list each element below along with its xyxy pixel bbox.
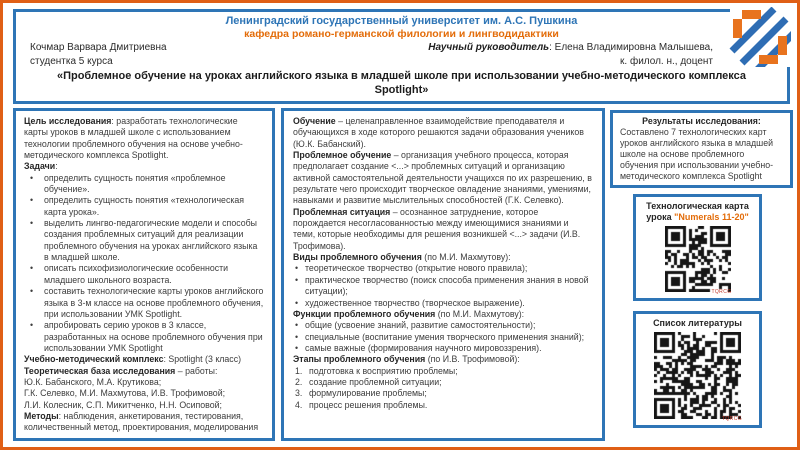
paragraph (24, 400, 264, 411)
text-run: Технологическая карта урока (646, 201, 749, 222)
text-run: : разработать технологические карты уроков в младшей школе с использованием технологии проблемного обучения на основе учебно-методического комплекса Spotlight. (24, 116, 243, 161)
qr-code-lesson-plan-icon (665, 226, 731, 292)
text-run: Теоретическая база исследования (24, 365, 176, 376)
text-run: художественное творчество (творческое выражение). (305, 297, 525, 308)
text-run: Виды проблемного обучения (293, 252, 422, 263)
list-number: 4. (295, 399, 303, 410)
results-panel (610, 110, 793, 188)
list-item (24, 195, 264, 218)
qr-card-title (640, 201, 755, 223)
header (13, 9, 790, 104)
text-run: Цель исследования (24, 116, 112, 126)
list-item (293, 377, 593, 388)
list-item (24, 286, 264, 320)
results-title: Результаты исследования: (642, 116, 761, 126)
text-run: процесс решения проблемы. (309, 399, 428, 410)
paragraph (24, 388, 264, 399)
text-run: "Numerals 11-20" (674, 212, 749, 222)
qr-card-lesson-plan (633, 194, 762, 301)
paragraph (24, 377, 264, 388)
text-run: самые важные (формирования научного мировоззрения). (305, 342, 542, 353)
text-run: – осознанное затруднение, которое порождается несогласованностью между имеющимися знаниями и теми, которые необходимы для решения возникшей <...> задачи (И.В. Трофимова). (293, 206, 581, 251)
text-run: апробировать серию уроков в 3 классе, разработанных на основе проблемного обучения при использовании УМК Spotlight (44, 320, 263, 353)
text-run: описать психофизиологические особенности младшего школьного возраста. (44, 263, 229, 285)
author-status: студентка 5 курса (30, 55, 113, 67)
list-item (24, 320, 264, 354)
text-run: (по И.В. Трофимовой): (425, 354, 520, 365)
qr-watermark: TQRCG (721, 416, 742, 422)
people-row-1 (24, 42, 779, 54)
text-run: – работы: (175, 365, 218, 376)
list-item (293, 298, 593, 309)
qr-card-title (640, 318, 755, 329)
paragraph (293, 252, 593, 263)
text-run: (по М.И. Махмутову): (435, 308, 525, 319)
text-run: определить сущность понятия «проблемное обучение». (44, 172, 226, 195)
qr-wrap (654, 332, 742, 422)
poster-title-line2: Spotlight» (374, 83, 429, 96)
text-run: Г.К. Селевко, М.И. Махмутова, И.В. Трофимовой; (24, 388, 226, 399)
text-run: – целенаправленное взаимодействие преподавателя и обучающихся в ходе которого решаются задачи образования учеников (Ю.К. Бабанский). (293, 116, 584, 149)
university-name: Ленинградский государственный университет им. А.С. Пушкина (225, 15, 578, 27)
text-run: подготовка к восприятию проблемы; (309, 365, 458, 376)
text-run: Функции проблемного обучения (293, 308, 436, 319)
list-item (293, 400, 593, 411)
text-run: (по М.И. Махмутову): (421, 252, 511, 263)
paragraph (24, 116, 264, 161)
paragraph (293, 354, 593, 365)
text-run: Л.И. Колесник, С.П. Микитченко, Н.Н. Осиповой; (24, 399, 222, 410)
text-run: создание проблемной ситуации; (309, 376, 442, 387)
text-run: выделить лингво-педагогические модели и способы создания проблемных ситуаций для реализации проблемного обучения на уроках английского языка в младшей школе. (44, 218, 258, 263)
qr-code-bibliography-icon (654, 332, 741, 419)
text-run: Этапы проблемного обучения (293, 354, 426, 365)
paragraph (293, 309, 593, 320)
text-run: определить сущность понятия «технологическая карта урока». (44, 195, 245, 217)
paragraph (24, 354, 264, 365)
text-run: Обучение (293, 116, 336, 126)
paragraph (293, 207, 593, 252)
text-run: Ю.К. Бабанского, М.А. Крутикова; (24, 376, 162, 387)
text-run: : Spotlight (3 класс) (163, 354, 242, 365)
list-item (293, 388, 593, 399)
department-name: кафедра романо-германской филологии и лингводидактики (244, 28, 559, 40)
poster-title-line1: «Проблемное обучение на уроках английского языка в младшей школе при использовании учебно-методического комплекса (56, 70, 747, 82)
text-run: – организация учебного процесса, которая предполагает создание <...> проблемных ситуаций и организацию активной самостоятельной деятельности учащихся по их разрешению, в результате чего происходит творческое овладение знаниями, умениями, навыками и развитие мыслительных способностей (Г.К. Селевко). (293, 150, 592, 206)
text-run: : (55, 161, 58, 172)
qr-card-bibliography (633, 311, 762, 428)
list-item (293, 320, 593, 331)
text-run: Проблемное обучение (293, 150, 392, 161)
text-run: составить технологические карты уроков английского языка в 3-м классе на основе проблемного обучения, при использовании УМК Spotlight. (44, 286, 264, 319)
list-item (24, 263, 264, 286)
supervisor-line (428, 42, 713, 54)
definitions-panel (281, 108, 605, 441)
people-row-2 (24, 56, 779, 68)
text-run: Проблемная ситуация (293, 206, 391, 217)
text-run: специальные (воспитание умения творческого применения знаний); (305, 331, 585, 342)
text-run: формулирование проблемы; (309, 388, 427, 399)
text-run: практическое творчество (поиск способа применения знания в новой ситуации); (305, 274, 589, 297)
paragraph (293, 116, 593, 150)
text-run: Список литературы (653, 318, 742, 328)
qr-watermark: TQRCG (711, 289, 732, 295)
text-run: общие (усвоение знаний, развитие самостоятельности); (305, 320, 536, 331)
text-run: : наблюдения, анкетирования, тестирования, количественный метод, проектирования, моделирования (24, 410, 259, 433)
list-item (293, 366, 593, 377)
list-number: 3. (295, 388, 303, 399)
text-run: Методы (24, 410, 59, 421)
list-number: 1. (295, 365, 303, 376)
list-item (293, 343, 593, 354)
text-run: теоретическое творчество (открытие нового правила); (305, 263, 528, 274)
paragraph (24, 366, 264, 377)
author-name: Кочмар Варвара Дмитриевна (30, 42, 167, 53)
supervisor-degree: к. филол. н., доцент (620, 55, 713, 67)
list-item (293, 332, 593, 343)
results-body: Составлено 7 технологических карт уроков английского языка в младшей школе на основе проблемного обучения при использовании учебно-методического комплекса Spotlight (620, 127, 774, 181)
list-item (293, 275, 593, 298)
list-item (293, 263, 593, 274)
paragraph (293, 150, 593, 207)
goals-tasks-panel (13, 108, 275, 441)
text-run: Задачи (24, 161, 56, 172)
supervisor-label: Научный руководитель (428, 42, 550, 53)
qr-wrap (665, 226, 732, 295)
list-item (24, 218, 264, 263)
list-item (24, 173, 264, 196)
list-number: 2. (295, 376, 303, 387)
supervisor-name: : Елена Владимировна Малышева, (549, 42, 713, 53)
poster-title (24, 70, 779, 97)
text-run: Учебно-методический комплекс (24, 354, 164, 365)
paragraph (24, 161, 264, 172)
university-logo-icon (729, 7, 791, 67)
paragraph (24, 411, 264, 434)
